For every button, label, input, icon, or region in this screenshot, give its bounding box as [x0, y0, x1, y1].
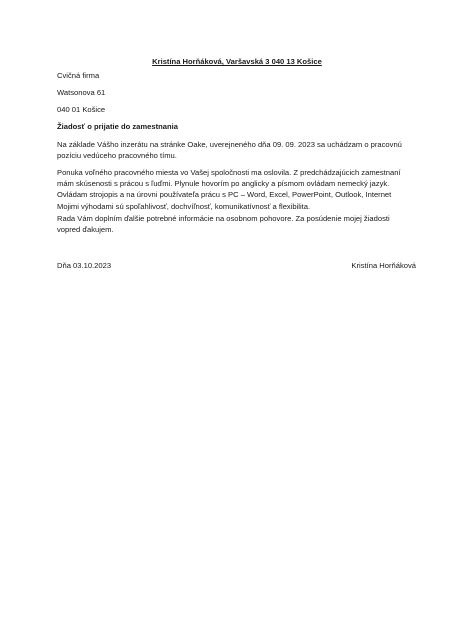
paragraph-line: Ponuka voľného pracovného miesta vo Vašej spoločnosti ma oslovila. Z predchádzajúcich zamestnaní [57, 168, 401, 177]
paragraph-line: Mojimi výhodami sú spoľahlivosť, dochvíľnosť, komunikatívnosť a flexibilita. [57, 201, 311, 211]
paragraph-line: mám skúsenosti s prácou s ľuďmi. Plynule hovorím po anglicky a písmom ovládam nemecký jazyk. [57, 179, 390, 189]
letter-subject: Žiadosť o prijatie do zamestnania [57, 122, 178, 131]
paragraph-line: vopred ďakujem. [57, 225, 114, 235]
paragraph-line: Na základe Vášho inzerátu na stránke Oake, uverejneného dňa 09. 09. 2023 sa uchádzam o pracovnú [57, 140, 402, 149]
recipient-company: Cvičná firma [57, 71, 100, 80]
recipient-street: Watsonova 61 [57, 88, 106, 97]
paragraph-2 [57, 167, 419, 212]
sender-header: Kristína Horňáková, Varšavská 3 040 13 Košice [152, 57, 322, 66]
recipient-city: 040 01 Košice [57, 105, 106, 114]
paragraph-line: Ovládam strojopis a na úrovni používateľa prácu s PC – Word, Excel, PowerPoint, Outlook, Internet [57, 190, 392, 200]
paragraph-3 [57, 213, 419, 235]
signature: Kristína Horňáková [351, 261, 416, 270]
paragraph-line: Rada Vám doplním ďalšie potrebné informácie na osobnom pohovore. Za posúdenie mojej žiadosti [57, 214, 390, 223]
paragraph-1 [57, 139, 419, 161]
date-line: Dňa 03.10.2023 [57, 261, 112, 270]
paragraph-line: pozíciu vedúceho pracovného tímu. [57, 151, 177, 161]
